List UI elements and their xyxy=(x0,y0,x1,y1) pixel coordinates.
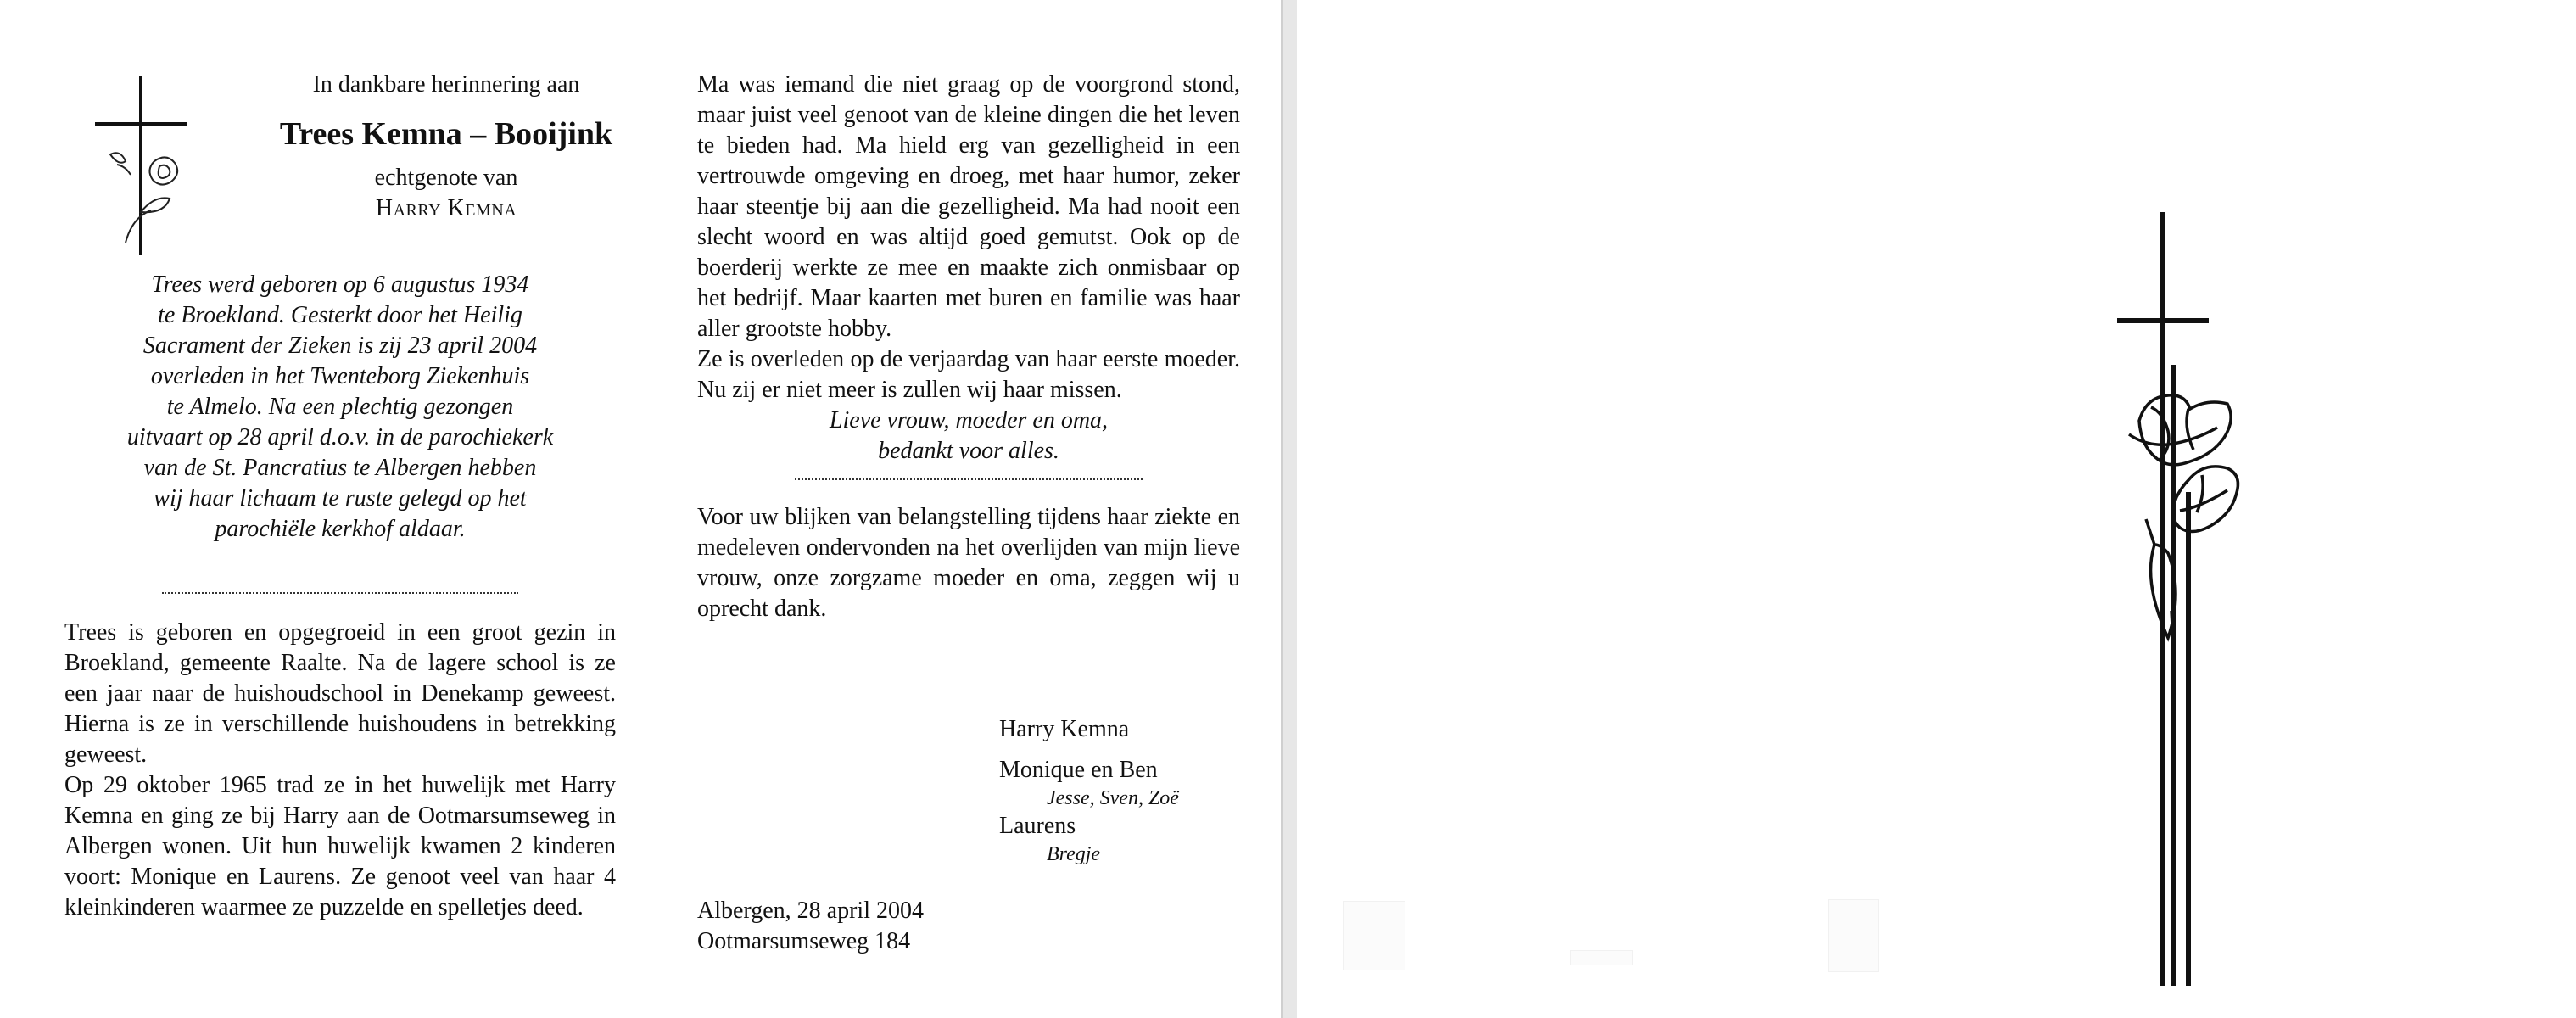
verse-line: bedankt voor alles. xyxy=(878,438,1059,464)
biography xyxy=(64,618,616,923)
signer-harry: Harry Kemna xyxy=(999,716,1130,742)
cross-with-roses-icon xyxy=(2104,212,2290,993)
birth-line: Trees werd geboren op 6 augustus 1934 xyxy=(151,271,529,298)
gratitude-text xyxy=(697,502,1240,624)
address: Ootmarsumseweg 184 xyxy=(697,928,911,954)
signer-monique-ben: Monique en Ben xyxy=(999,757,1158,783)
intro-line: In dankbare herinnering aan xyxy=(312,71,580,98)
dotted-divider xyxy=(162,592,518,594)
birth-line: parochiële kerkhof aldaar. xyxy=(215,516,466,542)
text-paragraph: Ze is overleden op de verjaardag van haar eerste moeder. Nu zij er niet meer is zullen wij haar missen. xyxy=(697,346,1240,403)
birth-line: uitvaart op 28 april d.o.v. in de parochiekerk xyxy=(126,424,554,450)
thanks-verse xyxy=(697,406,1240,467)
spouse-name: Harry Kemna xyxy=(375,195,517,221)
text-paragraph: Ma was iemand die niet graag op de voorgrond stond, maar juist veel genoot van de kleine dingen die het leven te bieden had. Ma hield erg van gezelligheid in een vertrouwde omgeving en droeg, met haar humor, zeker haar steentje bij aan die gezelligheid. Ma had nooit een slecht woord en was altijd goed gemutst. Ook op de boerderij werkte ze mee en maakte zich onmisbaar op het bedrijf. Maar kaarten met buren en familie was haar aller grootste hobby. xyxy=(697,71,1240,342)
card-gap xyxy=(1283,0,1297,1018)
birth-line: te Broekland. Gesterkt door het Heilig xyxy=(158,302,522,328)
right-column xyxy=(697,70,1240,954)
spouse-label: echtgenote van xyxy=(374,165,518,191)
cross-with-rose-icon xyxy=(92,76,193,263)
signer-laurens: Laurens xyxy=(999,813,1076,839)
grandchildren-names: Bregje xyxy=(1047,843,1101,865)
family-signatures xyxy=(999,714,1179,867)
birth-line: overleden in het Twenteborg Ziekenhuis xyxy=(150,363,530,389)
birth-death-notice xyxy=(64,270,616,594)
biography-paragraph: Op 29 oktober 1965 trad ze in het huwelijk met Harry Kemna en ging ze bij Harry aan de Ootmarsumseweg in Albergen wonen. Uit hun huwelijk kwamen 2 kinderen voort: Monique en Laurens. Ze genoot veel van haar 4 kleinkinderen waarmee ze puzzelde en spelletjes deed. xyxy=(64,772,616,920)
birth-line: wij haar lichaam te ruste gelegd op het xyxy=(154,485,527,512)
place-date: Albergen, 28 april 2004 xyxy=(697,898,924,924)
front-card xyxy=(1297,0,2576,1018)
inside-card xyxy=(0,0,1283,1018)
birth-line: Sacrament der Zieken is zij 23 april 2004 xyxy=(142,333,538,359)
verse-line: Lieve vrouw, moeder en oma, xyxy=(829,407,1109,433)
gratitude-paragraph: Voor uw blijken van belangstelling tijdens haar ziekte en medeleven ondervonden na het overlijden van mijn lieve vrouw, onze zorgzame moeder en oma, zeggen wij u oprecht dank. xyxy=(697,504,1240,622)
faint-watermark-icon xyxy=(1828,899,1879,972)
biography-paragraph: Trees is geboren en opgegroeid in een groot gezin in Broekland, gemeente Raalte. Na de lagere school is ze een jaar naar de huishoudschool in Denekamp geweest. Hierna is ze in verschillende huishoudens in betrekking geweest. xyxy=(64,619,616,768)
faint-watermark-icon xyxy=(1570,950,1633,965)
place-and-address xyxy=(697,896,924,957)
grandchildren-names: Jesse, Sven, Zoë xyxy=(1047,787,1179,809)
birth-line: van de St. Pancratius te Albergen hebben xyxy=(143,455,537,481)
memorial-heading xyxy=(243,70,650,224)
dotted-divider xyxy=(795,478,1143,480)
character-text xyxy=(697,70,1240,406)
faint-watermark-icon xyxy=(1343,901,1405,970)
birth-line: te Almelo. Na een plechtig gezongen xyxy=(166,394,514,420)
deceased-name: Trees Kemna – Booijink xyxy=(279,116,613,152)
